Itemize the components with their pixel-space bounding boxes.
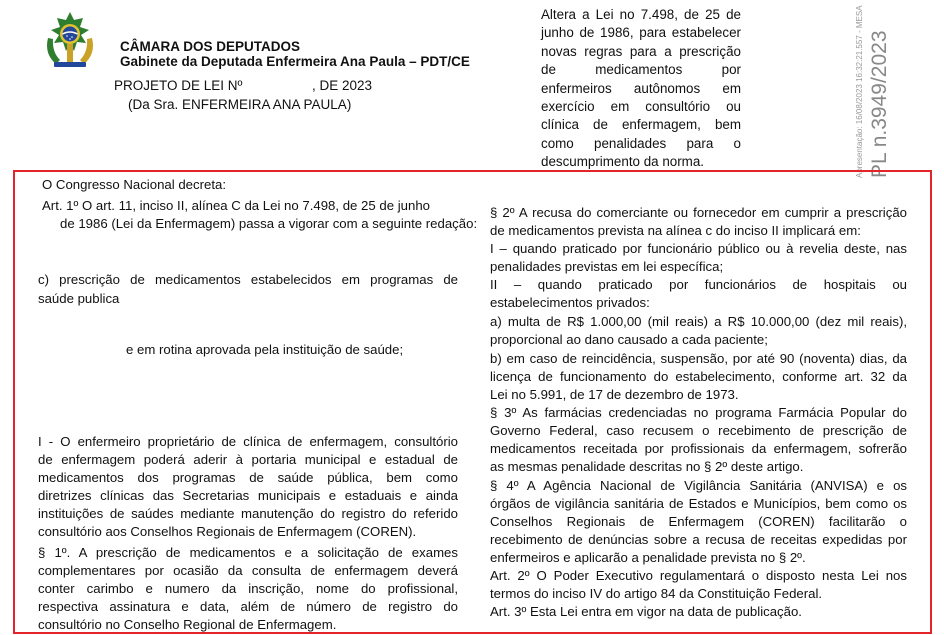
para4-line: recebimento de denúncias sobre a recusa de receitas expedidas por (490, 532, 907, 547)
art2-line: termos do inciso IV do artigo 84 da Constituição Federal. (490, 586, 823, 601)
art1-line: de 1986 (Lei da Enfermagem) passa a vigorar com a seguinte redação: (60, 216, 478, 231)
para2-line: I – quando praticado por funcionário público ou à revelia deste, nas (490, 241, 907, 256)
bill-summary (541, 6, 741, 172)
para2-line: Lei no 5.991, de 17 de dezembro de 1973. (490, 387, 739, 402)
summary-line: novas regras para a prescrição (541, 43, 741, 59)
para3-line: § 3º As farmácias credenciadas no programa Farmácia Popular do (490, 405, 907, 420)
para2-line: proporcional ao dano causado a cada paciente; (490, 332, 768, 347)
summary-line: exercício em consultório ou (541, 99, 741, 115)
para2-line: a) multa de R$ 1.000,00 (mil reais) a R$ 10.000,00 (dez mil reais), (490, 314, 907, 329)
item-c-line: c) prescrição de medicamentos estabelecidos em programas de (38, 272, 458, 287)
summary-line: de medicamentos por (541, 62, 741, 78)
brazil-coat-of-arms-icon (40, 8, 100, 72)
para1-line: complementares por ocasião da consulta de enfermagem deverá (38, 563, 458, 578)
summary-line: como penalidades para o (541, 135, 741, 151)
decree-text: O Congresso Nacional decreta: (42, 177, 226, 192)
inciso-i-line: medicamentos dos programas de saúde pública, bem como (38, 470, 458, 485)
art3-text: Art. 3º Esta Lei entra em vigor na data de publicação. (490, 604, 802, 619)
inciso-i-line: diretrizes clínicas das Secretarias municipais e estaduais e ainda (38, 488, 458, 503)
para1-line: § 1º. A prescrição de medicamentos e a solicitação de exames (38, 545, 458, 560)
bill-year: , DE 2023 (312, 78, 373, 93)
inciso-i-line: consultório aos Conselhos Regionais de Enfermagem (COREN). (38, 524, 417, 539)
inciso-i-line: I - O enfermeiro proprietário de clínica de enfermagem, consultório (38, 434, 458, 449)
para2-line: de medicamentos prevista na alínea c do inciso II implicará em: (490, 223, 861, 238)
summary-line: junho de 1986, para estabelecer (541, 25, 741, 41)
summary-line: clínica de enfermagem, bem (541, 117, 741, 133)
para3-line: as mesmas penalidade descritas no § 2º deste artigo. (490, 459, 804, 474)
para2-line: § 2º A recusa do comerciante ou fornecedor em cumprir a prescrição (490, 205, 907, 220)
para1-line: consultório no Conselho Regional de Enfermagem. (38, 617, 337, 632)
routine-text: e em rotina aprovada pela instituição de saúde; (126, 342, 404, 357)
para4-line: enfermeiros e aplicarão a penalidade prevista no § 2º. (490, 550, 806, 565)
para2-line: II – quando praticado por funcionários de hospitais ou (490, 277, 907, 292)
para2-line: estabelecimentos privados: (490, 295, 650, 310)
bill-number-stamp: PL n.3949/2023 (868, 30, 891, 178)
summary-line: enfermeiros autônomos em (541, 80, 741, 96)
para3-line: Governo Federal, caso recusem o recebimento de prescrição de (490, 423, 907, 438)
para3-line: medicamentos receitada por profissionais da enfermagem, sofrerão (490, 441, 907, 456)
para4-line: § 4º A Agência Nacional de Vigilância Sanitária (ANVISA) e os (490, 478, 907, 493)
presentation-stamp: Apresentação: 16/08/2023 16:32:21.557 - MESA (855, 5, 864, 178)
office-name: Gabinete da Deputada Enfermeira Ana Paula – PDT/CE (120, 54, 470, 69)
summary-line: descumprimento da norma. (541, 154, 704, 170)
para2-line: b) em caso de reincidência, suspensão, por até 90 (noventa) dias, da (490, 351, 907, 366)
inciso-i-line: de enfermagem poderá aderir à portaria municipal e estadual de (38, 452, 458, 467)
item-c-line: saúde publica (38, 291, 120, 306)
bill-author: (Da Sra. ENFERMEIRA ANA PAULA) (128, 97, 352, 112)
art1-line: Art. 1º O art. 11, inciso II, alínea C da Lei no 7.498, de 25 de junho (42, 198, 430, 213)
art2-line: Art. 2º O Poder Executivo regulamentará o disposto nesta Lei nos (490, 568, 907, 583)
para1-line: respectiva assinatura e data, além de número de registro do (38, 599, 458, 614)
para2-line: licença de funcionamento do estabelecimento, conforme art. 32 da (490, 369, 907, 384)
inciso-i-line: instituições de saúdes mediante manutenção do registro do referido (38, 506, 458, 521)
para4-line: Conselhos Regionais de Enfermagem (COREN) facilitarão o (490, 514, 907, 529)
chamber-name: CÂMARA DOS DEPUTADOS (120, 39, 301, 54)
summary-line: Altera a Lei no 7.498, de 25 de (541, 7, 741, 22)
para1-line: conter carimbo e numero da inscrição, nome do profissional, (38, 581, 458, 596)
para2-line: penalidades previstas em lei específica; (490, 259, 724, 274)
para4-line: órgãos de vigilância sanitária de Estados e Municípios, bem como os (490, 496, 907, 511)
bill-label: PROJETO DE LEI Nº (114, 78, 243, 93)
